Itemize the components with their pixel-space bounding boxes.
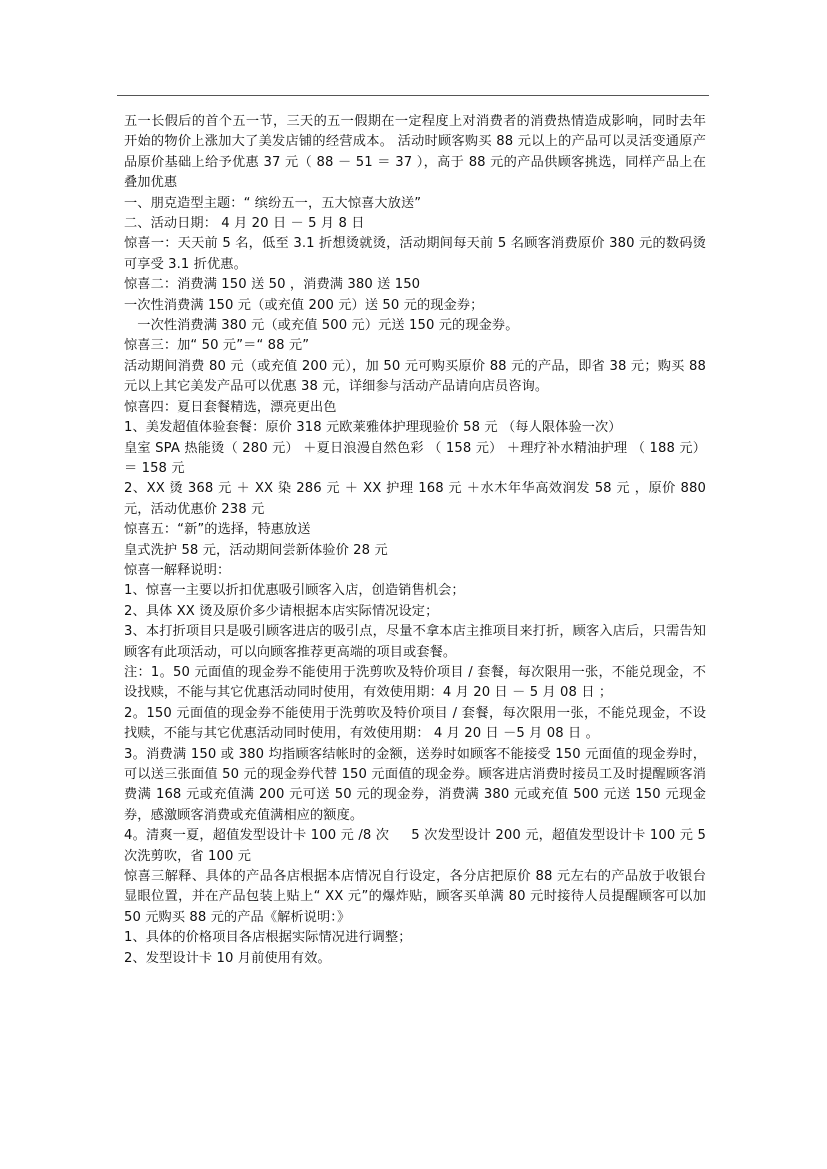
surprise-one: 惊喜一：天天前 5 名，低至 3.1 折想烫就烫，活动期间每天前 5 名顾客消费原价 380 元的数码烫可享受 3.1 折优惠。 bbox=[124, 236, 706, 272]
closing-item-1: 1、具体的价格项目各店根据实际情况进行调整； bbox=[124, 930, 412, 946]
explanation-item-2: 2、具体 XX 烫及原价多少请根据本店实际情况设定； bbox=[124, 603, 439, 619]
theme-line: 一、朋克造型主题：“ 缤纷五一，五大惊喜大放送” bbox=[124, 195, 422, 211]
surprise-three-explanation: 惊喜三解释、具体的产品各店根据本店情况自行设定，各分店把原价 88 元左右的产品放于收银台显眼位置，并在产品包装上贴上“ XX 元”的爆炸贴，顾客买单满 80 元时接待人员提醒顾客可以加 50 元购买 88 元的产品《解析说明：》 bbox=[124, 869, 706, 925]
intro-paragraph: 五一长假后的首个五一节，三天的五一假期在一定程度上对消费者的消费热情造成影响，同时去年开始的物价上涨加大了美发店铺的经营成本。 活动时顾客购买 88 元以上的产品可以灵活变通原产品原价基础上给予优惠 37 元（ 88 － 51 ＝ 37 ），高于 88 元的产品供顾客挑选，同样产品上在叠加优惠 bbox=[124, 114, 706, 191]
explanation-item-1: 1、惊喜一主要以折扣优惠吸引顾客入店，创造销售机会； bbox=[124, 583, 465, 599]
surprise-five-detail: 皇式洗护 58 元，活动期间尝新体验价 28 元 bbox=[124, 542, 388, 558]
package-two: 2、XX 烫 368 元 ＋ XX 染 286 元 ＋ XX 护理 168 元 ＋水木年华高效润发 58 元 ，原价 880 元，活动优惠价 238 元 bbox=[124, 481, 706, 517]
package-one: 1、美发超值体验套餐：原价 318 元欧莱雅体护理现验价 58 元 （每人限体验一次） bbox=[124, 420, 622, 436]
surprise-five-heading: 惊喜五：“新”的选择，特惠放送 bbox=[124, 522, 311, 538]
explanation-heading: 惊喜一解释说明： bbox=[124, 562, 231, 578]
surprise-two-line-2: 一次性消费满 380 元（或充值 500 元）元送 150 元的现金券。 bbox=[124, 318, 519, 334]
explanation-item-3: 3、本打折项目只是吸引顾客进店的吸引点，尽量不拿本店主推项目来打折，顾客入店后，只需告知顾客有此项活动，可以向顾客推荐更高端的项目或套餐。 bbox=[124, 624, 706, 660]
surprise-two-heading: 惊喜二：消费满 150 送 50 ，消费满 380 送 150 bbox=[124, 277, 421, 293]
surprise-three-detail: 活动期间消费 80 元（或充值 200 元），加 50 元可购买原价 88 元的产品，即省 38 元；购买 88 元以上其它美发产品可以优惠 38 元，详细参与活动产品请向店员咨询。 bbox=[124, 358, 706, 395]
package-royal-spa: 皇室 SPA 热能烫（ 280 元） ＋夏日浪漫自然色彩 （ 158 元） ＋理疗补水精油护理 （ 188 元） ＝ 158 元 bbox=[124, 440, 706, 476]
note-3: 3。消费满 150 或 380 均指顾客结帐时的金额，送券时如顾客不能接受 150 元面值的现金券时，可以送三张面值 50 元的现金券代替 150 元面值的现金券。顾客进店消费时接员工及时提醒顾客消费满 168 元或充值满 200 元可送 50 元的现金券，消费满 380 元或充值 500 元送 150 元现金券，感激顾客消费或充值满相应的额度。 bbox=[124, 746, 706, 823]
date-line: 二、活动日期： 4 月 20 日 － 5 月 8 日 bbox=[124, 216, 365, 232]
note-4: 4。清爽一夏，超值发型设计卡 100 元 /8 次 5 次发型设计 200 元，超值发型设计卡 100 元 5 次洗剪吹，省 100 元 bbox=[124, 828, 706, 864]
surprise-four-heading: 惊喜四：夏日套餐精选，漂亮更出色 bbox=[124, 399, 337, 415]
surprise-two-line-1: 一次性消费满 150 元（或充值 200 元）送 50 元的现金券； bbox=[124, 297, 484, 313]
header-rule bbox=[117, 95, 709, 96]
surprise-three-heading: 惊喜三：加“ 50 元”＝“ 88 元” bbox=[124, 338, 310, 354]
document-body bbox=[124, 112, 706, 969]
note-1: 注：1。50 元面值的现金券不能使用于洗剪吹及特价项目 / 套餐，每次限用一张，不能兑现金，不设找赎，不能与其它优惠活动同时使用，有效使用期：4 月 20 日 － 5 月 08 日 ； bbox=[124, 664, 706, 701]
note-2: 2。150 元面值的现金券不能使用于洗剪吹及特价项目 / 套餐，每次限用一张，不能兑现金，不设找赎，不能与其它优惠活动同时使用，有效使用期： 4 月 20 日 －5 月 08 日 。 bbox=[124, 705, 706, 742]
closing-item-2: 2、发型设计卡 10 月前使用有效。 bbox=[124, 950, 331, 966]
